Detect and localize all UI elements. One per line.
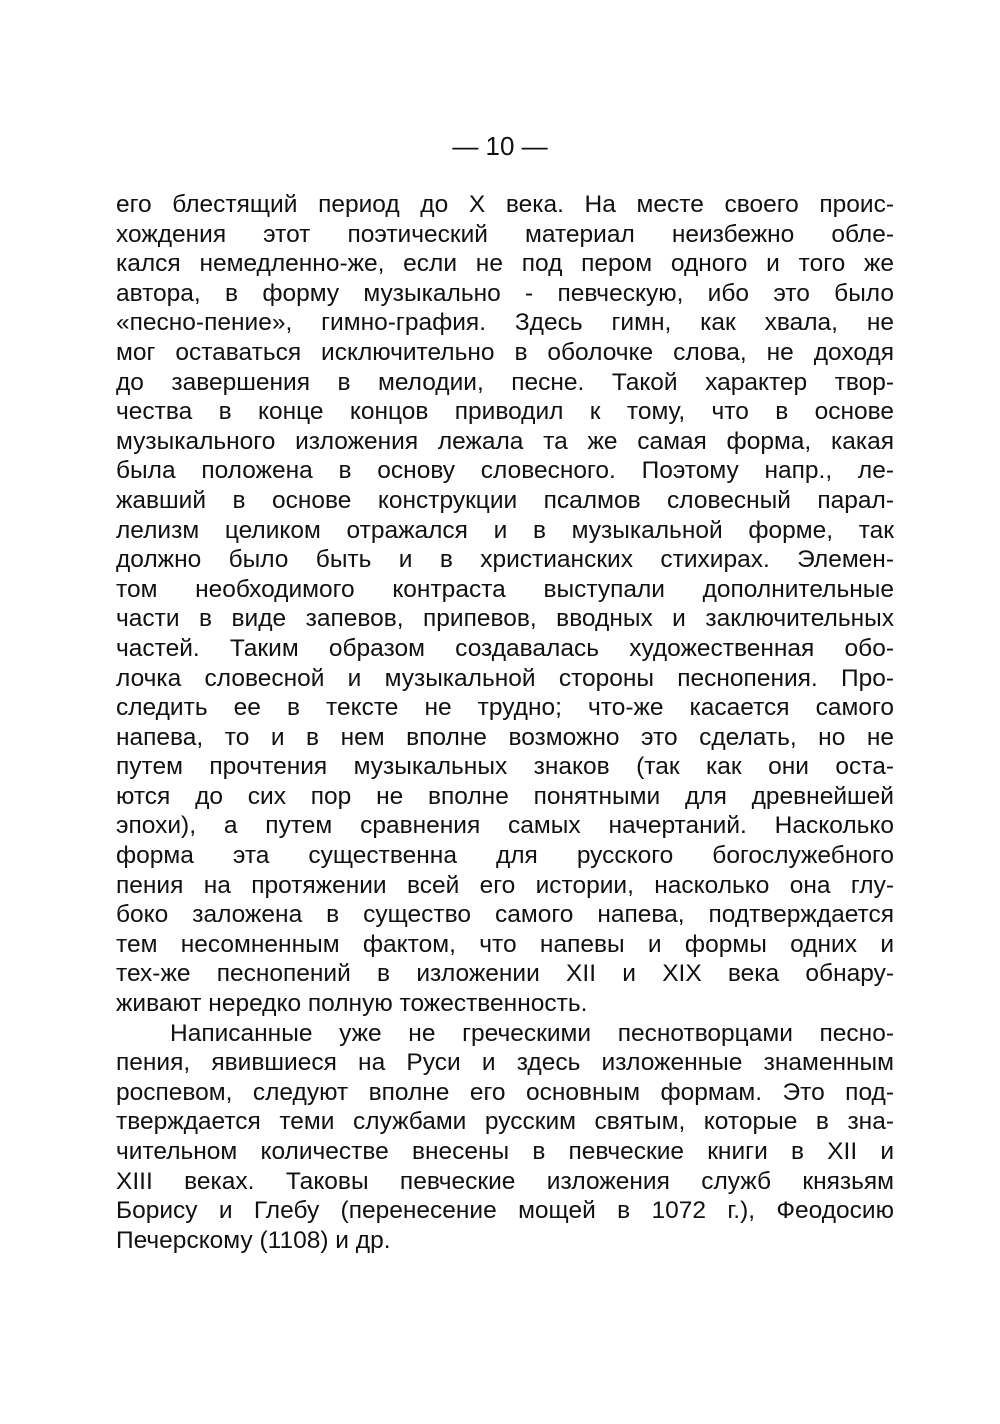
text-line: живают нередко полную тожественность.	[116, 990, 588, 1018]
text-line: Печерскому (1108) и др.	[116, 1226, 391, 1254]
text-line: части в виде запевов, припевов, вводных и заключительных	[116, 605, 894, 633]
text-line: следить ее в тексте не трудно; что-же касается самого	[116, 694, 894, 722]
text-line: тех-же песнопений в изложении XII и XIX века обнару-	[116, 960, 894, 988]
text-line: роспевом, следуют вполне его основным формам. Это под-	[116, 1078, 894, 1106]
text-line: до завершения в мелодии, песне. Такой характер твор-	[116, 368, 894, 396]
text-line: должно было быть и в христианских стихирах. Элемен-	[116, 546, 894, 574]
text-line: лелизм целиком отражался и в музыкальной форме, так	[116, 516, 894, 544]
text-line: была положена в основу словесного. Поэтому напр., ле-	[116, 457, 894, 485]
paragraph-1	[116, 190, 894, 1019]
text-line: тем несомненным фактом, что напевы и формы одних и	[116, 930, 894, 958]
text-line: форма эта существенна для русского богослужебного	[116, 842, 894, 870]
text-line: Борису и Глебу (перенесение мощей в 1072 г.), Феодосию	[116, 1197, 894, 1225]
text-line: боко заложена в существо самого напева, подтверждается	[116, 901, 894, 929]
text-line: том необходимого контраста выступали дополнительные	[116, 575, 894, 603]
text-line: частей. Таким образом создавалась художественная обо-	[116, 634, 894, 662]
text-line: кался немедленно-же, если не под пером одного и того же	[116, 250, 894, 278]
text-line: пения на протяжении всей его истории, насколько она глу-	[116, 871, 894, 899]
body-text	[116, 190, 894, 1255]
text-line: чества в конце концов приводил к тому, что в основе	[116, 398, 894, 426]
text-line: «песно-пение», гимно-графия. Здесь гимн, как хвала, не	[116, 309, 894, 337]
text-line: чительном количестве внесены в певческие книги в XII и	[116, 1138, 894, 1165]
text-line: жавший в основе конструкции псалмов словесный парал-	[116, 486, 894, 514]
text-line: хождения этот поэтический материал неизбежно обле-	[116, 220, 894, 248]
text-line: мог оставаться исключительно в оболочке слова, не доходя	[116, 338, 894, 366]
text-line: пения, явившиеся на Руси и здесь изложенные знаменным	[116, 1049, 894, 1077]
text-line: эпохи), а путем сравнения самых начертаний. Насколько	[116, 812, 894, 840]
paragraph-2	[116, 1019, 894, 1256]
text-line: тверждается теми службами русским святым, которые в зна-	[116, 1108, 894, 1136]
text-line: XIII веках. Таковы певческие изложения служб князьям	[116, 1167, 894, 1195]
text-line: музыкального изложения лежала та же самая форма, какая	[116, 427, 894, 455]
text-line: лочка словесной и музыкальной стороны песнопения. Про-	[116, 664, 894, 692]
text-line: автора, в форму музыкально - певческую, ибо это было	[116, 279, 894, 307]
text-line: путем прочтения музыкальных знаков (так как они оста-	[116, 753, 894, 781]
page-number: — 10 —	[452, 131, 548, 161]
text-line: напева, то и в нем вполне возможно это сделать, но не	[116, 723, 894, 751]
text-line: ются до сих пор не вполне понятными для древнейшей	[116, 782, 894, 810]
text-line: его блестящий период до X века. На месте своего проис-	[116, 191, 894, 218]
text-line: Написанные уже не греческими песнотворцами песно-	[170, 1019, 894, 1047]
